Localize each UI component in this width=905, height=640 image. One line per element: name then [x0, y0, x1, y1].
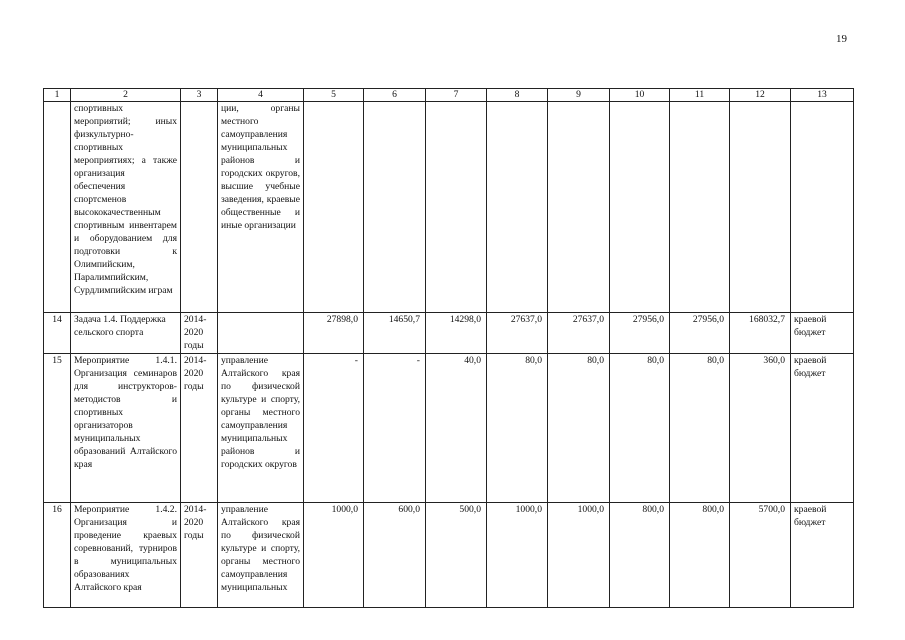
- header-cell: 5: [304, 89, 364, 102]
- page-number: 19: [836, 33, 847, 45]
- header-cell: 12: [730, 89, 791, 102]
- row-value: 600,0: [364, 503, 426, 608]
- row-executor: [218, 313, 304, 354]
- row-value: 27637,0: [487, 313, 548, 354]
- header-cell: 10: [610, 89, 670, 102]
- table-row: [44, 313, 854, 354]
- row-value: [730, 102, 791, 313]
- row-value: 360,0: [730, 354, 791, 503]
- row-value: [364, 102, 426, 313]
- row-value: 14650,7: [364, 313, 426, 354]
- row-name: Мероприятие 1.4.1. Организация семинаров для инструкторов-методистов и спортивных организаторов муниципальных образований Алтайского края: [71, 354, 181, 503]
- header-cell: 2: [71, 89, 181, 102]
- row-value: 500,0: [426, 503, 487, 608]
- row-value: 27956,0: [610, 313, 670, 354]
- row-number: 16: [44, 503, 71, 608]
- row-number: 14: [44, 313, 71, 354]
- row-value: 80,0: [487, 354, 548, 503]
- header-cell: 3: [181, 89, 218, 102]
- row-value: [548, 102, 610, 313]
- row-source: краевой бюджет: [791, 503, 854, 608]
- row-value: 27637,0: [548, 313, 610, 354]
- table-row: [44, 503, 854, 608]
- row-term: 2014-2020 годы: [181, 354, 218, 503]
- row-value: 40,0: [426, 354, 487, 503]
- row-number: 15: [44, 354, 71, 503]
- header-row: [44, 89, 854, 102]
- header-cell: 4: [218, 89, 304, 102]
- program-table: [43, 88, 854, 608]
- row-value: 80,0: [610, 354, 670, 503]
- row-executor: управление Алтайского края по физической культуре и спорту, органы местного самоуправления муниципальных районов и городских округов: [218, 354, 304, 503]
- header-cell: 11: [670, 89, 730, 102]
- header-cell: 1: [44, 89, 71, 102]
- header-cell: 6: [364, 89, 426, 102]
- row-value: 80,0: [670, 354, 730, 503]
- row-value: -: [364, 354, 426, 503]
- row-value: 800,0: [610, 503, 670, 608]
- header-cell: 13: [791, 89, 854, 102]
- table-row: [44, 102, 854, 313]
- row-value: 800,0: [670, 503, 730, 608]
- row-term: 2014-2020 годы: [181, 503, 218, 608]
- row-name: Мероприятие 1.4.2. Организация и проведение краевых соревнований, турниров в муниципальных образованиях Алтайского края: [71, 503, 181, 608]
- row-name: Задача 1.4. Поддержка сельского спорта: [71, 313, 181, 354]
- row-name: спортивных мероприятий; иных физкультурно-спортивных мероприятиях; а также организация обеспечения спортсменов высококачественным спортивным инвентарем и оборудованием для подготовки к Олимпийским, Паралимпийским, Сурдлимпийским играм: [71, 102, 181, 313]
- row-source: краевой бюджет: [791, 313, 854, 354]
- row-value: 27898,0: [304, 313, 364, 354]
- row-number: [44, 102, 71, 313]
- row-value: 14298,0: [426, 313, 487, 354]
- header-cell: 9: [548, 89, 610, 102]
- row-value: 1000,0: [487, 503, 548, 608]
- row-value: [487, 102, 548, 313]
- row-source: [791, 102, 854, 313]
- row-value: [610, 102, 670, 313]
- row-value: [304, 102, 364, 313]
- row-value: 1000,0: [548, 503, 610, 608]
- row-value: 1000,0: [304, 503, 364, 608]
- row-source: краевой бюджет: [791, 354, 854, 503]
- header-cell: 7: [426, 89, 487, 102]
- row-value: [670, 102, 730, 313]
- table-row: [44, 354, 854, 503]
- row-value: 168032,7: [730, 313, 791, 354]
- header-cell: 8: [487, 89, 548, 102]
- row-executor: ции, органы местного самоуправления муниципальных районов и городских округов, высшие учебные заведения, краевые общественные и иные организации: [218, 102, 304, 313]
- row-value: -: [304, 354, 364, 503]
- row-value: 27956,0: [670, 313, 730, 354]
- row-term: 2014-2020 годы: [181, 313, 218, 354]
- row-value: 80,0: [548, 354, 610, 503]
- row-value: 5700,0: [730, 503, 791, 608]
- row-value: [426, 102, 487, 313]
- row-executor: управление Алтайского края по физической культуре и спорту, органы местного самоуправления муниципальных: [218, 503, 304, 608]
- row-term: [181, 102, 218, 313]
